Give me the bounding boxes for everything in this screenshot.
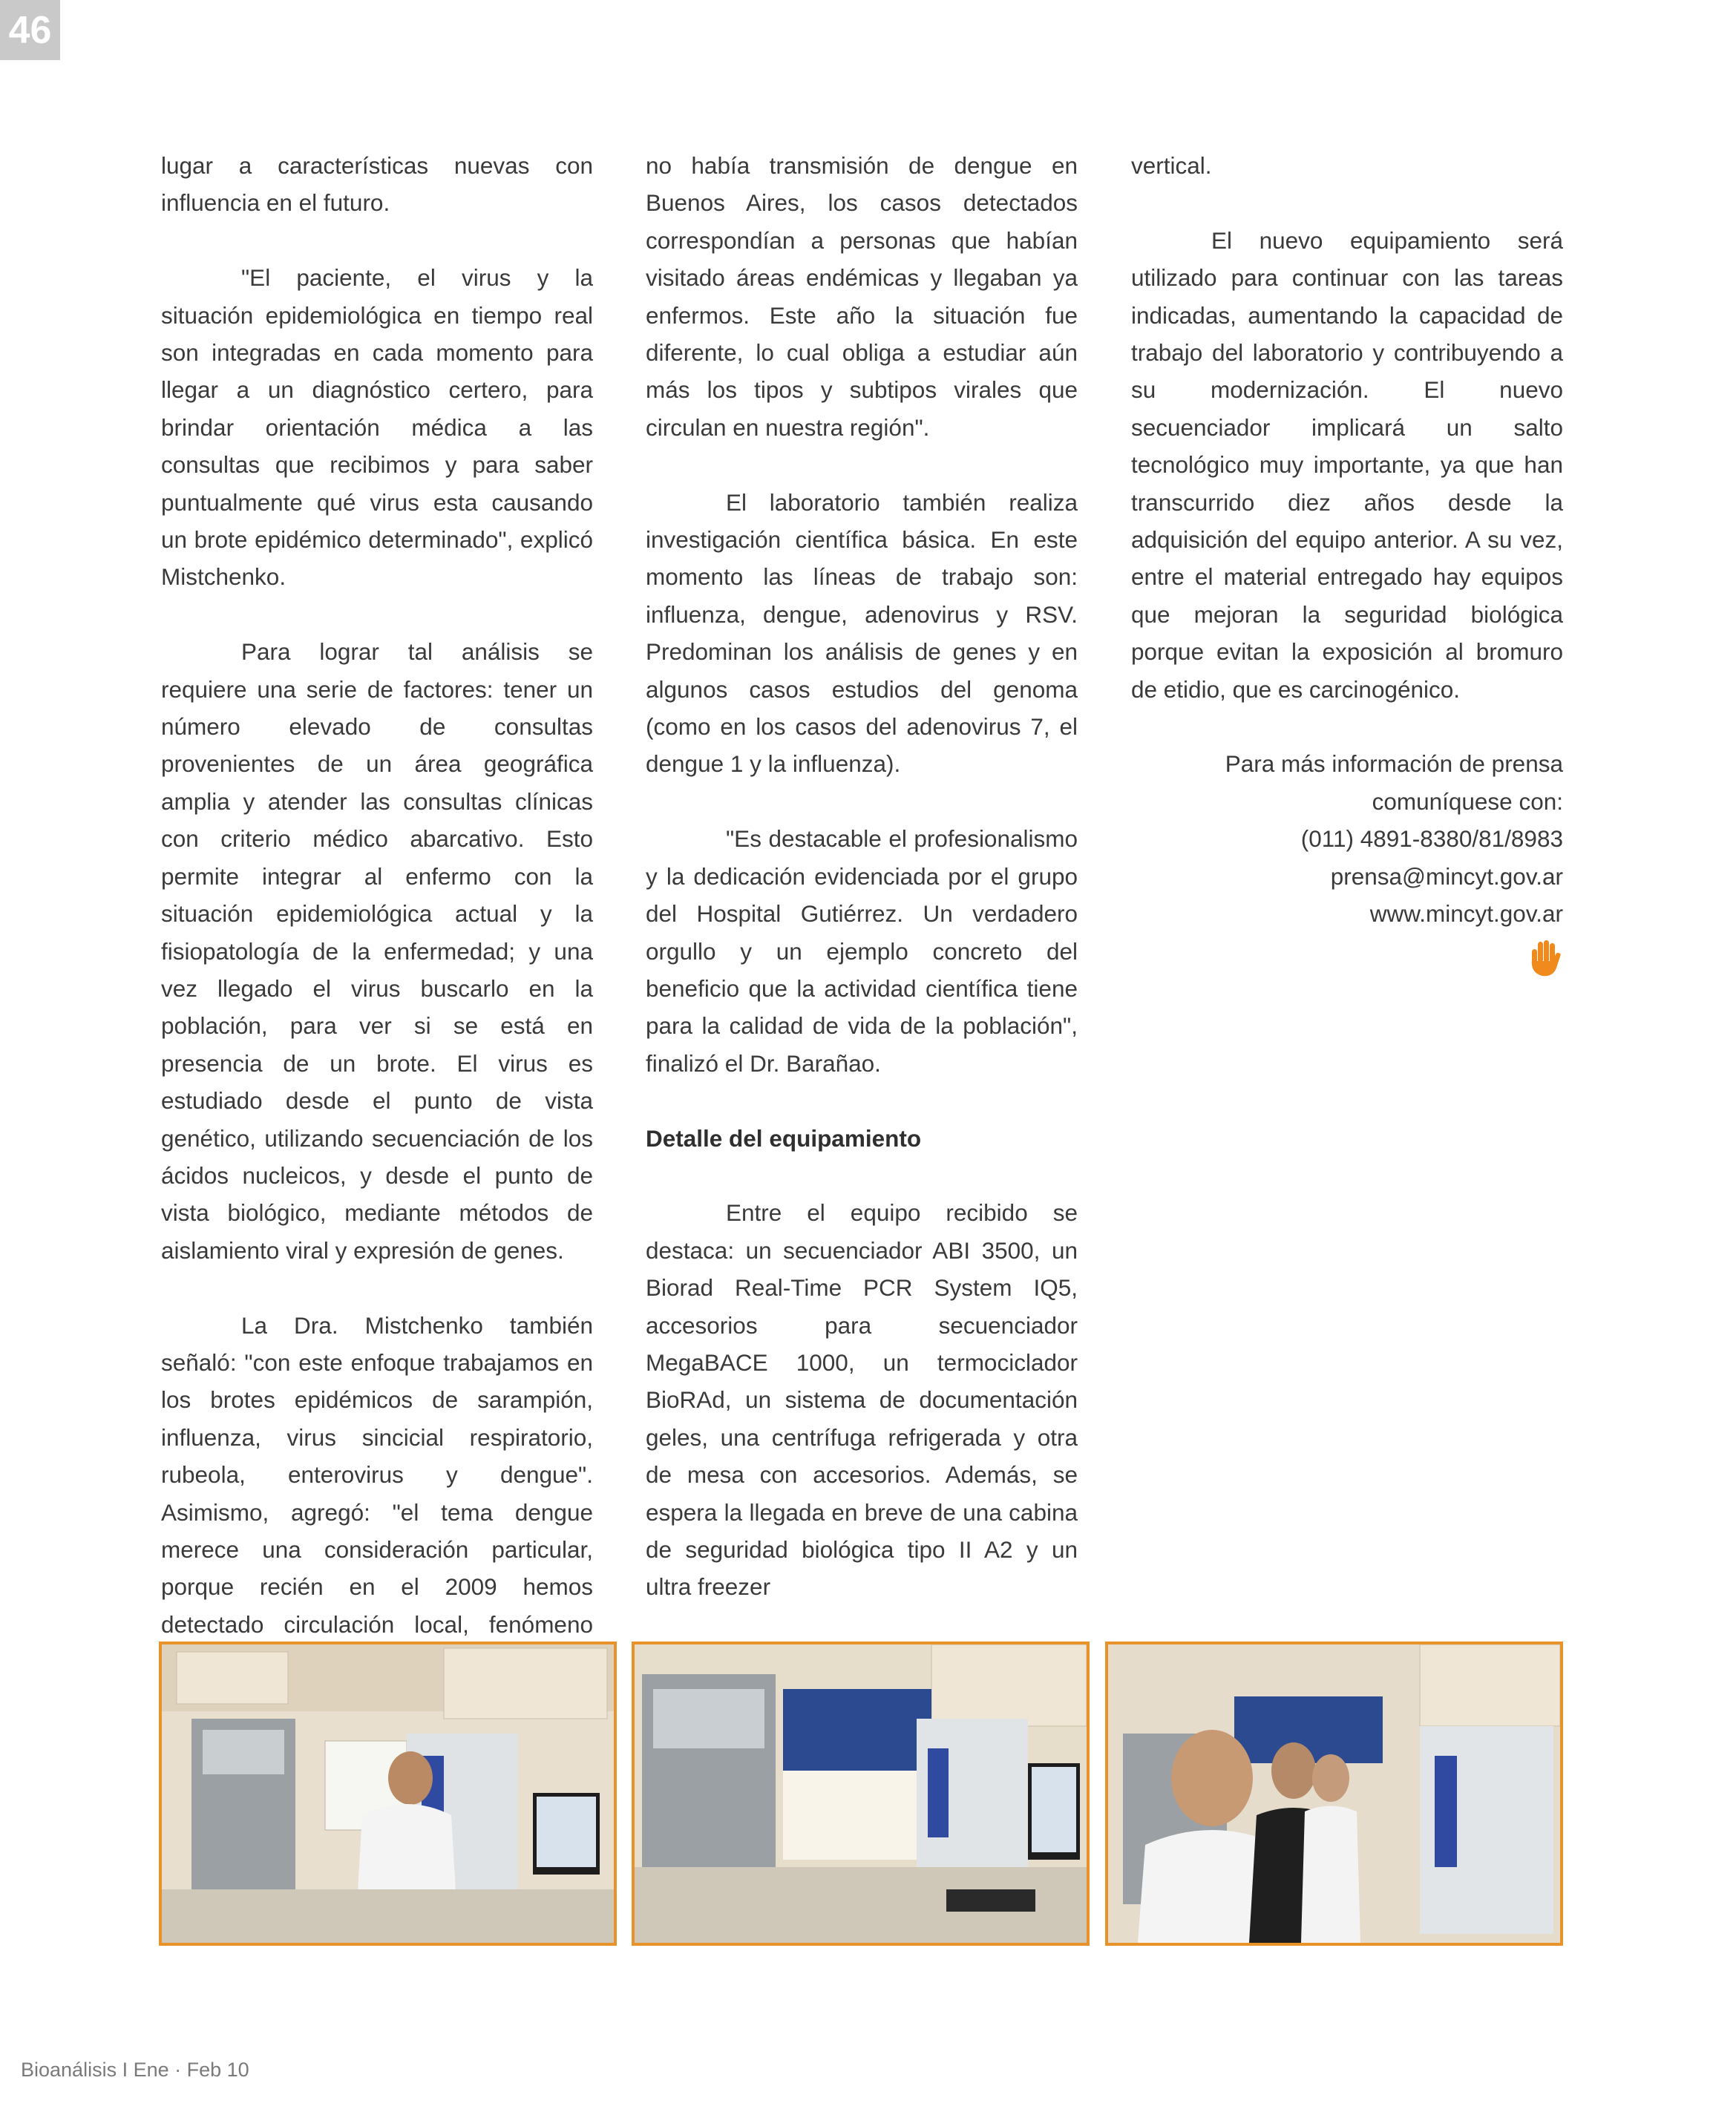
paragraph: El nuevo equipamiento será utilizado para continuar con las tareas indicadas, aumentando la capacidad de trabajo del laboratorio y contribuyendo a su modernización. El nuevo secuenciador implicará un salto tecnológico muy importante, ya que han transcurrido diez años desde la adquisición del equipo anterior. A su vez, entre el material entregado hay equipos que mejoran la seguridad biológica porque evitan la exposición al bromuro de etidio, que es carcinogénico.	[1131, 226, 1563, 703]
article-column-2	[646, 147, 1078, 1606]
hand-icon	[1131, 939, 1563, 977]
paragraph: El laboratorio también realiza investigación científica básica. En este momento las líneas de trabajo son: influenza, dengue, adenovirus y RSV. Predominan los análisis de genes y en algunos casos estudios del genoma (como en los casos del adenovirus 7, el dengue 1 y la influenza).	[646, 488, 1078, 778]
paragraph: no había transmisión de dengue en Buenos Aires, los casos detectados correspondían a personas que habían visitado áreas endémicas y llegaban ya enfermos. Este año la situación fue diferente, lo cual obliga a estudiar aún más los tipos y subtipos virales que circulan en nuestra región".	[646, 152, 1078, 441]
press-contact	[1131, 745, 1563, 977]
press-website[interactable]: www.mincyt.gov.ar	[1369, 900, 1563, 928]
press-line-1: Para más información de prensa	[1225, 750, 1563, 778]
paragraph: La Dra. Mistchenko también señaló: "con este enfoque trabajamos en los brotes epidémicos de sarampión, influenza, virus sincicial respiratorio, rubeola, enterovirus y dengue". Asimismo, agregó: "el tema dengue merece una consideración particular, porque recién en el 2009 hemos detectado circulación local, fenómeno	[161, 1311, 593, 1638]
press-email[interactable]: prensa@mincyt.gov.ar	[1330, 862, 1563, 890]
paragraph: Entre el equipo recibido se destaca: un secuenciador ABI 3500, un Biorad Real-Time PCR System IQ5, accesorios para secuenciador MegaBACE 1000, un termociclador BioRAd, un sistema de documentación geles, una centrífuga refrigerada y otra de mesa con accesorios. Además, se espera la llegada en breve de una cabina de seguridad biológica tipo II A2 y un ultra freezer	[646, 1199, 1078, 1601]
article-column-3	[1131, 147, 1563, 977]
paragraph: vertical.	[1131, 152, 1212, 179]
lab-photo-1	[159, 1642, 617, 1946]
press-line-2: comuníquese con:	[1372, 787, 1563, 815]
article-column-1	[161, 147, 593, 1681]
section-heading: Detalle del equipamiento	[646, 1124, 922, 1152]
paragraph: Para lograr tal análisis se requiere una serie de factores: tener un número elevado de consultas provenientes de un área geográfica amplia y atender las consultas clínicas con criterio médico abarcativo. Esto permite integrar al enfermo con la situación epidemiológica actual y la fisiopatología de la enfermedad; y una vez llegado el virus buscarlo en la población, para ver si se está en presencia de un brote. El virus es estudiado desde el punto de vista genético, utilizando secuenciación de los ácidos nucleicos, y desde el punto de vista biológico, mediante métodos de aislamiento viral y expresión de genes.	[161, 638, 593, 1264]
press-phone: (011) 4891-8380/81/8983	[1300, 825, 1563, 853]
footer-issue: Bioanálisis I Ene · Feb 10	[21, 2059, 249, 2081]
paragraph: "Es destacable el profesionalismo y la dedicación evidenciada por el grupo del Hospital Gutiérrez. Un verdadero orgullo y un ejemplo concreto del beneficio que la actividad científica tiene para la calidad de vida de la población", finalizó el Dr. Barañao.	[646, 825, 1078, 1077]
photo-strip	[159, 1642, 1564, 1949]
page-number: 46	[0, 0, 60, 60]
paragraph: lugar a características nuevas con influencia en el futuro.	[161, 152, 593, 217]
lab-photo-3	[1105, 1642, 1563, 1946]
lab-photo-2	[632, 1642, 1090, 1946]
paragraph: "El paciente, el virus y la situación epidemiológica en tiempo real son integradas en cada momento para llegar a un diagnóstico certero, para brindar orientación médica a las consultas que recibimos y para saber puntualmente qué virus esta causando un brote epidémico determinado", explicó Mistchenko.	[161, 264, 593, 591]
